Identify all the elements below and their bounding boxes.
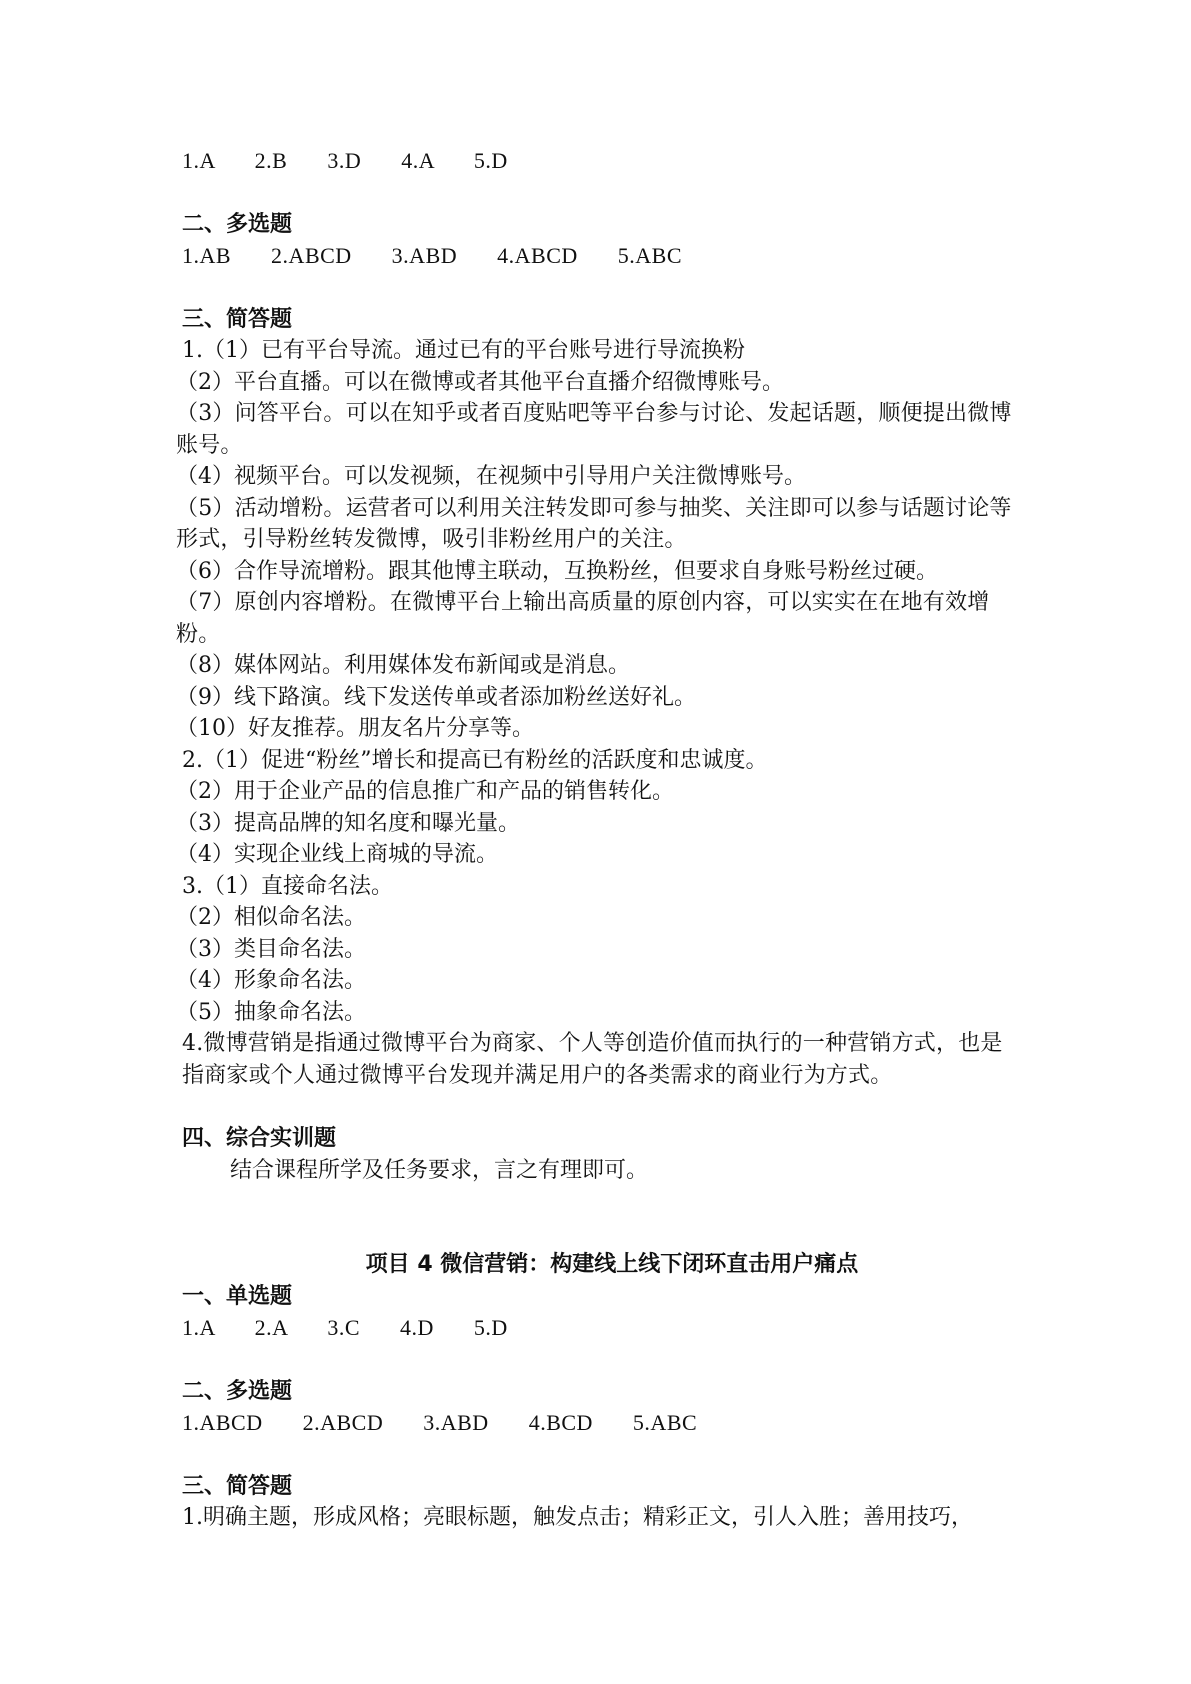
answer-line: 3.（1）直接命名法。 [182, 873, 393, 899]
answer-line: （2）用于企业产品的信息推广和产品的销售转化。 [176, 779, 674, 804]
practice-heading: 四、综合实训题 [182, 1126, 337, 1151]
answer-line: 1.（1）已有平台导流。通过已有的平台账号进行导流换粉 [182, 338, 745, 363]
answer-line: （3）问答平台。可以在知乎或者百度贴吧等平台参与讨论、发起话题，顺便提出微博账号。 [176, 401, 1012, 458]
document-page [176, 145, 1022, 1534]
question-3-answers [176, 871, 1022, 1029]
short-answer-heading: 三、简答题 [182, 306, 293, 332]
answer-line: （6）合作导流增粉。跟其他博主联动，互换粉丝，但要求自身账号粉丝过硬。 [176, 558, 938, 584]
project-4-title: 项目 4 微信营销：构建线上线下闭环直击用户痛点 [365, 1252, 859, 1277]
answer-line: （9）线下路演。线下发送传单或者添加粉丝送好礼。 [176, 684, 696, 710]
answer-line: （3）提高品牌的知名度和曝光量。 [176, 810, 520, 836]
answer-line: （4）实现企业线上商城的导流。 [176, 842, 498, 867]
question-2-answers [176, 745, 1022, 871]
single-choice-answers: 1.A 2.B 3.D 4.A 5.D [182, 148, 508, 173]
project-4-short-heading: 三、简答题 [182, 1473, 293, 1499]
answer-line: （10）好友推荐。朋友名片分享等。 [176, 716, 534, 741]
answer-line: （5）活动增粉。运营者可以利用关注转发即可参与抽奖、关注即可以参与话题讨论等形式，引导粉丝转发微博，吸引非粉丝用户的关注。 [176, 495, 1012, 552]
practice-text: 结合课程所学及任务要求，言之有理即可。 [230, 1157, 649, 1183]
answer-line: （3）类目命名法。 [176, 936, 366, 962]
project-4-single-answers: 1.A 2.A 3.C 4.D 5.D [182, 1315, 508, 1340]
question-4-answer: 4.微博营销是指通过微博平台为商家、个人等创造价值而执行的一种营销方式，也是指商家或个人通过微博平台发现并满足用户的各类需求的商业行为方式。 [182, 1031, 1003, 1088]
question-1-answers [176, 335, 1022, 745]
multi-choice-heading: 二、多选题 [182, 211, 293, 237]
project-4-question-1-answer: 1.明确主题，形成风格；亮眼标题，触发点击；精彩正文，引人入胜；善用技巧， [182, 1505, 973, 1530]
project-4-multi-answers: 1.ABCD 2.ABCD 3.ABD 4.BCD 5.ABC [182, 1410, 698, 1435]
answer-line: （8）媒体网站。利用媒体发布新闻或是消息。 [176, 653, 630, 678]
answer-line: 2.（1）促进“粉丝”增长和提高已有粉丝的活跃度和忠诚度。 [182, 747, 768, 773]
multi-choice-answers: 1.AB 2.ABCD 3.ABD 4.ABCD 5.ABC [182, 243, 682, 268]
answer-line: （2）平台直播。可以在微博或者其他平台直播介绍微博账号。 [176, 369, 784, 395]
answer-line: （4）视频平台。可以发视频，在视频中引导用户关注微博账号。 [176, 464, 806, 489]
answer-line: （7）原创内容增粉。在微博平台上输出高质量的原创内容，可以实实在在地有效增粉。 [176, 590, 990, 647]
project-4-multi-heading: 二、多选题 [182, 1378, 293, 1404]
answer-line: （4）形象命名法。 [176, 968, 366, 993]
answer-line: （5）抽象命名法。 [176, 999, 366, 1025]
answer-line: （2）相似命名法。 [176, 905, 366, 930]
project-4-single-heading: 一、单选题 [182, 1283, 293, 1309]
